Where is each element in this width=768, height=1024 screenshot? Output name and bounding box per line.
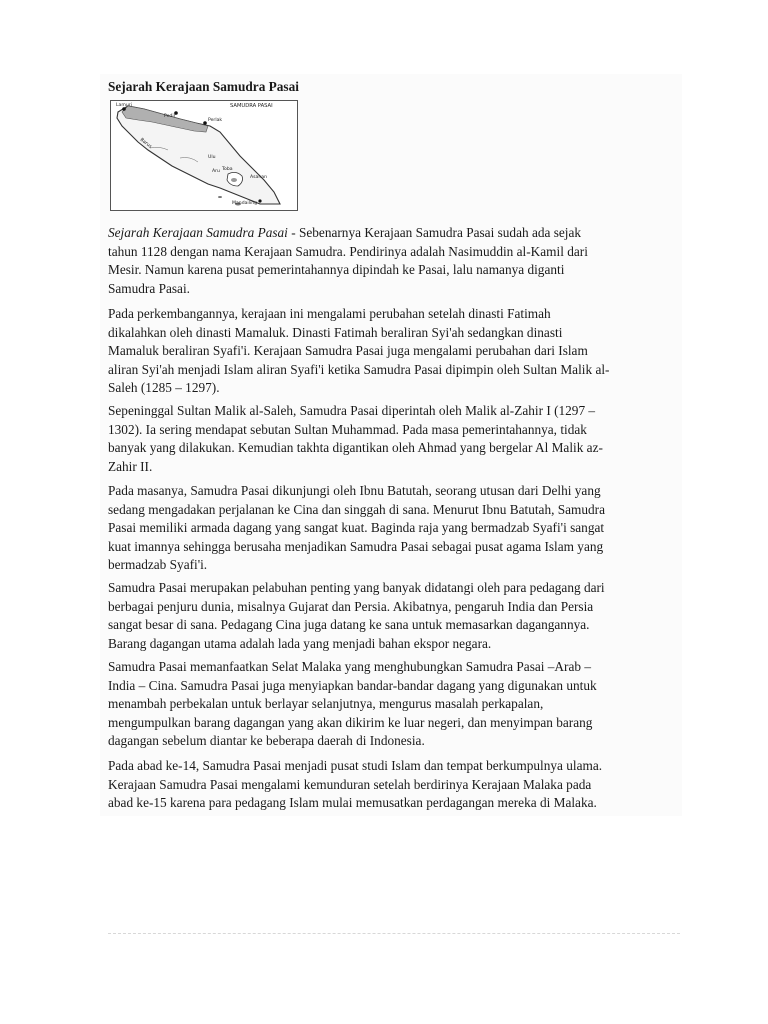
paragraph-line: berbagai penjuru dunia, misalnya Gujarat dan Persia. Akibatnya, pengaruh India dan Persia xyxy=(108,598,594,614)
paragraph-line: bermadzab Syafi'i. xyxy=(108,557,208,572)
paragraph-line: Samudra Pasai memanfaatkan Selat Malaka yang menghubungkan Samudra Pasai –Arab – xyxy=(108,659,591,674)
paragraph-trade-port xyxy=(108,579,605,653)
perlak-label: Perlak xyxy=(208,118,223,123)
samosir-island xyxy=(231,178,237,182)
paragraph-decline xyxy=(108,757,602,813)
page-title: Sejarah Kerajaan Samudra Pasai xyxy=(108,79,299,94)
paragraph-line: Pada perkembangannya, kerajaan ini mengalami perubahan setelah dinasti Fatimah xyxy=(108,306,551,321)
paragraph-line: tahun 1128 dengan nama Kerajaan Samudra. Pendirinya adalah Nasimuddin al-Kamil dari xyxy=(108,243,588,259)
sumatra-map xyxy=(110,100,298,211)
paragraph-line: India – Cina. Samudra Pasai juga menyiapkan bandar-bandar dagang yang digunakan untuk xyxy=(108,677,597,693)
paragraph-line: 1302). Ia sering mendapat sebutan Sultan Muhammad. Pada masa pemerintahannya, tidak xyxy=(108,421,587,437)
map-figure xyxy=(110,100,298,211)
paragraph-line: Kerajaan Samudra Pasai mengalami kemunduran setelah berdirinya Kerajaan Malaka pada xyxy=(108,776,592,792)
paragraph-line: Sejarah Kerajaan Samudra Pasai - Sebenarnya Kerajaan Samudra Pasai sudah ada sejak xyxy=(108,225,582,240)
paragraph-line: aliran Syi'ah menjadi Islam aliran Syafi'i ketika Samudra Pasai dipimpin oleh Sultan Malik al- xyxy=(108,361,610,377)
paragraph-line: Mamaluk beraliran Syafi'i. Kerajaan Samudra Pasai juga mengalami perubahan dari Islam xyxy=(108,343,588,358)
toba-label: Toba xyxy=(222,167,233,172)
mandailing-label: Mandailing xyxy=(232,201,258,206)
paragraph-line: Mesir. Namun karena pusat pemerintahannya dipindah ke Pasai, lalu namanya diganti xyxy=(108,262,565,277)
region-label: SAMUDRA PASAI xyxy=(230,103,273,109)
paragraph-line: dagangan sebelum diantar ke beberapa daerah di Indonesia. xyxy=(108,733,425,748)
ulu-label: Ulu xyxy=(208,155,216,160)
paragraph-succession xyxy=(108,402,603,476)
paragraph-line: Pada abad ke-14, Samudra Pasai menjadi pusat studi Islam dan tempat berkumpulnya ulama. xyxy=(108,758,603,773)
asahan-label: Asahan xyxy=(250,175,267,180)
paragraph-malacca-strait xyxy=(108,658,597,751)
perlak-marker xyxy=(203,121,207,125)
barus-label: Barus xyxy=(138,137,153,150)
aru-label: Aru xyxy=(212,169,220,174)
paragraph-line: Barang dagangan utama adalah lada yang menjadi bahan ekspor negara. xyxy=(108,635,492,651)
small-island xyxy=(218,196,222,198)
paragraph-line: kuat imannya sehingga berusaha menjadikan Samudra Pasai sebagai pusat agama Islam yang xyxy=(108,538,604,554)
paragraph-line: Sepeninggal Sultan Malik al-Saleh, Samudra Pasai diperintah oleh Malik al-Zahir I (1297 – xyxy=(108,403,596,418)
page-divider xyxy=(108,933,680,934)
paragraph-line: Samudra Pasai. xyxy=(108,280,190,296)
paragraph-intro xyxy=(108,224,588,298)
paragraph-line: Pasai memiliki armada dagang yang sangat kuat. Baginda raja yang bermadzab Syafi'i sangat xyxy=(108,520,605,535)
paragraph-line: dikalahkan oleh dinasti Mamaluk. Dinasti Fatimah beraliran Syi'ah sedangkan dinasti xyxy=(108,324,563,340)
paragraph-line: sangat besar di sana. Pedagang Cina juga datang ke sana untuk memasarkan dagangannya. xyxy=(108,617,590,632)
paragraph-line: Samudra Pasai merupakan pelabuhan penting yang banyak didatangi oleh para pedagang dari xyxy=(108,580,605,595)
mandailing-marker xyxy=(258,199,261,202)
paragraph-line: abad ke-15 karena para pedagang Islam mulai memusatkan perdagangan mereka di Malaka. xyxy=(108,795,597,810)
paragraph-line: Saleh (1285 – 1297). xyxy=(108,380,220,395)
paragraph-line: Pada masanya, Samudra Pasai dikunjungi oleh Ibnu Batutah, seorang utusan dari Delhi yang xyxy=(108,483,601,498)
paragraph-line: banyak yang dilakukan. Kemudian takhta digantikan oleh Ahmad yang bergelar Al Malik az- xyxy=(108,440,603,455)
pedir-label: Pedir xyxy=(164,114,176,119)
lead-title: Sejarah Kerajaan Samudra Pasai xyxy=(108,225,288,240)
paragraph-ibnu-batutah xyxy=(108,482,605,575)
lamuri-label: Lamuri xyxy=(116,103,132,108)
paragraph-line: mengumpulkan barang dagangan yang akan dikirim ke luar negeri, dan menyimpan barang xyxy=(108,714,593,730)
paragraph-line: sedang mengadakan perjalanan ke Cina dan singgah di sana. Menurut Ibnu Batutah, Samudra xyxy=(108,501,606,517)
paragraph-development xyxy=(108,305,609,398)
paragraph-line: menambah perbekalan untuk berlayar selanjutnya, mengurus masalah perkapalan, xyxy=(108,696,544,711)
paragraph-line: Zahir II. xyxy=(108,458,153,474)
